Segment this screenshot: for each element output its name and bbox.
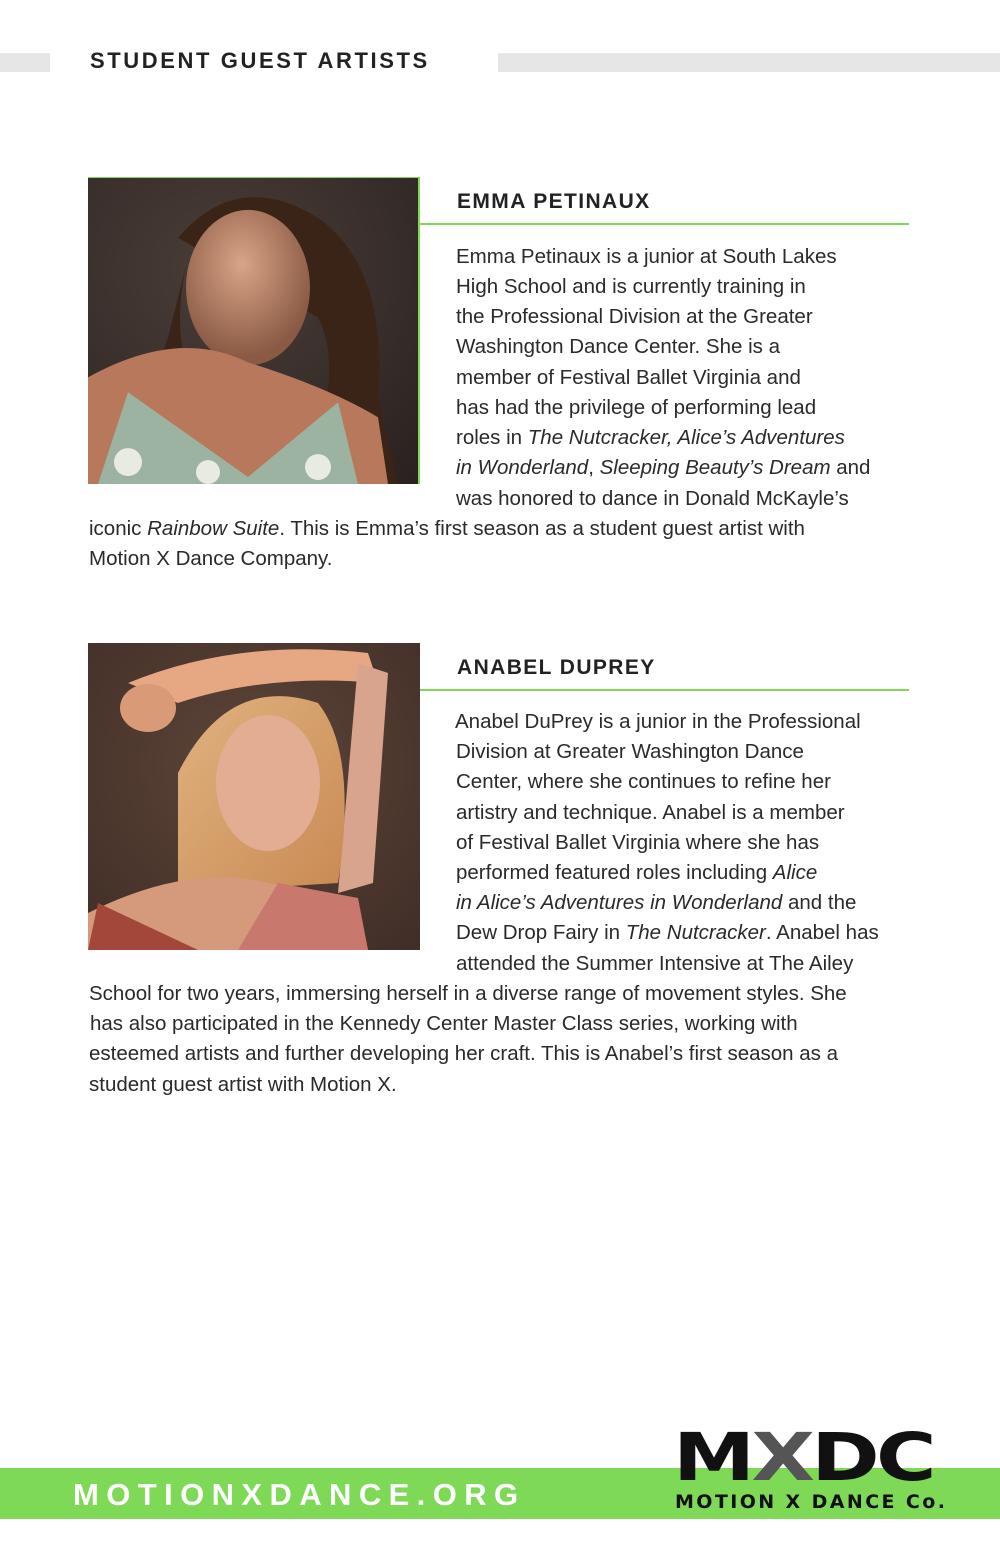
- bio-line: student guest artist with Motion X.: [89, 1073, 397, 1096]
- bio-line: esteemed artists and further developing her craft. This is Anabel’s first season as a: [89, 1042, 839, 1065]
- name-underline: [420, 689, 909, 691]
- bio-text: and the: [782, 891, 857, 914]
- bio-line: of Festival Ballet Virginia where she has: [456, 831, 820, 854]
- header-bar-right: [498, 53, 1000, 72]
- bio-title-italic: The Nutcracker, Alice’s Adventures: [527, 426, 845, 449]
- bio-text: performed featured roles including: [456, 861, 773, 884]
- bio-line: [456, 918, 879, 948]
- logo-letters: M: [673, 1419, 752, 1496]
- bio-line: has also participated in the Kennedy Center Master Class series, working with: [90, 1012, 798, 1035]
- bio-line: Center, where she continues to refine her: [456, 770, 831, 793]
- bio-line: High School and is currently training in: [456, 275, 806, 298]
- bio-line: was honored to dance in Donald McKayle’s: [456, 487, 849, 510]
- bio-line: has had the privilege of performing lead: [456, 396, 817, 419]
- portrait-image: [88, 178, 418, 484]
- name-underline: [420, 223, 909, 225]
- bio-line: [456, 858, 817, 888]
- website-link[interactable]: MOTIONXDANCE.ORG: [73, 1477, 526, 1512]
- bio-title-italic: Sleeping Beauty’s Dream: [599, 456, 831, 479]
- portrait-image: [88, 643, 420, 950]
- bio-line: Division at Greater Washington Dance: [456, 740, 804, 763]
- logo-letters: DC: [811, 1419, 933, 1496]
- bio-line: artistry and technique. Anabel is a member: [456, 801, 845, 824]
- bio-line: member of Festival Ballet Virginia and: [456, 366, 801, 389]
- page-title: STUDENT GUEST ARTISTS: [90, 48, 430, 73]
- bio-text: Dew Drop Fairy in: [456, 921, 626, 944]
- artist-name: EMMA PETINAUX: [457, 190, 651, 213]
- logo-mark: [673, 1419, 933, 1496]
- logo-subtitle: MOTION X DANCE Co.: [675, 1491, 948, 1513]
- bio-line: Anabel DuPrey is a junior in the Professional: [455, 710, 861, 733]
- bio-line: Washington Dance Center. She is a: [456, 335, 781, 358]
- bio-line: [456, 888, 856, 918]
- bio-text: roles in: [456, 426, 528, 449]
- bio-line: the Professional Division at the Greater: [456, 305, 813, 328]
- bio-text: ,: [588, 456, 600, 479]
- bio-line: [456, 453, 870, 483]
- bio-title-italic: Rainbow Suite: [147, 517, 280, 540]
- bio-text: and: [830, 456, 871, 479]
- bio-line: [89, 514, 805, 544]
- bio-title-italic: in Wonderland: [456, 456, 589, 479]
- bio-line: Motion X Dance Company.: [89, 547, 333, 570]
- bio-title-italic: Alice: [772, 861, 818, 884]
- bio-line: attended the Summer Intensive at The Ailey: [456, 952, 854, 975]
- mxdc-logo: [673, 1419, 963, 1518]
- bio-line: [456, 423, 845, 453]
- artist-photo-emma: [88, 177, 420, 484]
- bio-line: Emma Petinaux is a junior at South Lakes: [456, 245, 837, 268]
- bio-text: . This is Emma’s first season as a student guest artist with: [279, 517, 805, 540]
- bio-text: . Anabel has: [765, 921, 879, 944]
- artist-photo-anabel: [88, 643, 420, 950]
- bio-line: School for two years, immersing herself in a diverse range of movement styles. She: [89, 982, 847, 1005]
- artist-name: ANABEL DUPREY: [457, 656, 656, 679]
- bio-title-italic: The Nutcracker: [625, 921, 766, 944]
- logo-letter-x: X: [751, 1419, 812, 1496]
- bio-text: iconic: [89, 517, 148, 540]
- bio-title-italic: in Alice’s Adventures in Wonderland: [456, 891, 783, 914]
- header-bar-left: [0, 53, 50, 72]
